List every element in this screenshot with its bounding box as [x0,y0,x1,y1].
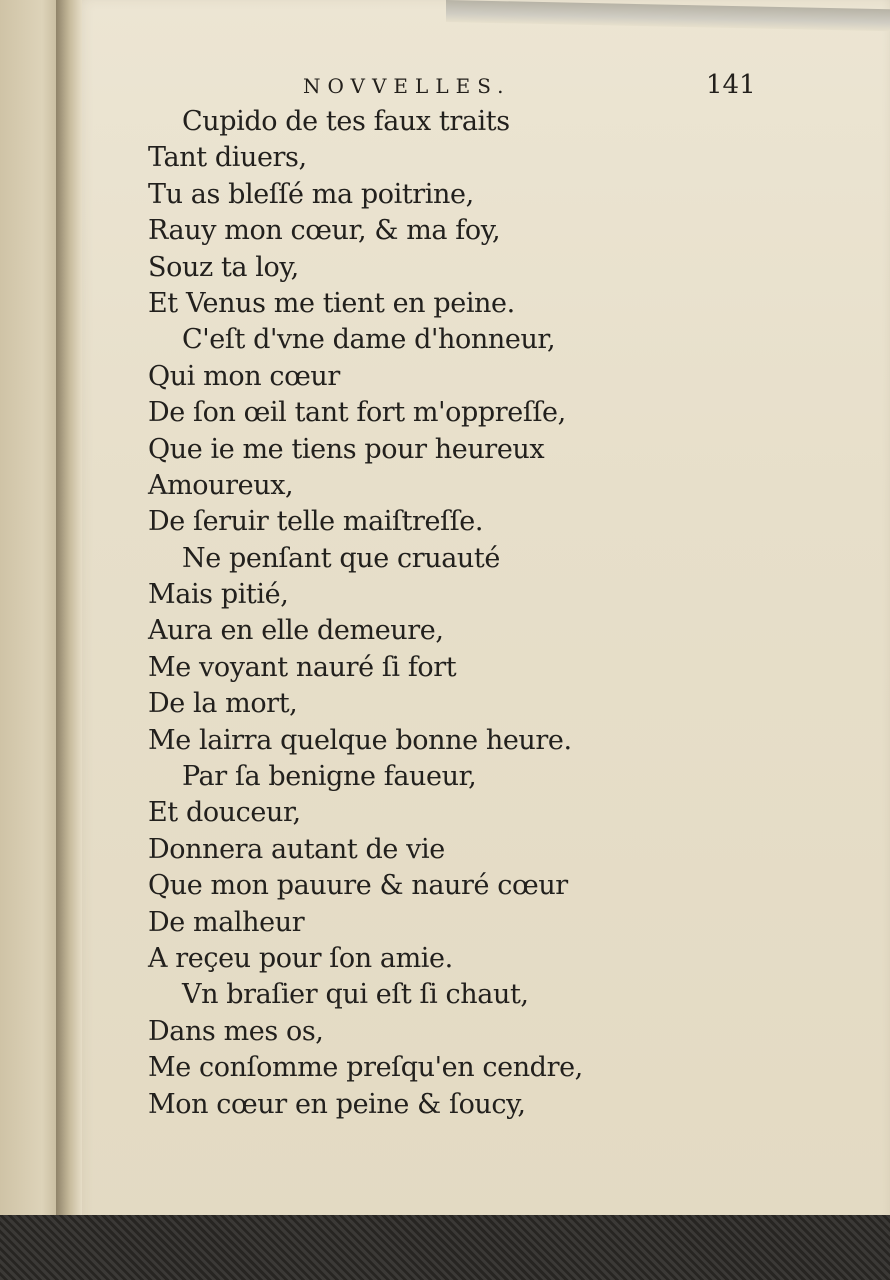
poem-line: Me voyant nauré ſi fort [148,651,457,683]
poem-line: A reçeu pour ſon amie. [148,942,453,974]
poem-line: Mon cœur en peine & ſoucy, [148,1088,526,1120]
background-cloth [0,1215,890,1280]
poem-line: Que ie me tiens pour heureux [148,433,545,465]
poem-line: Que mon pauure & nauré cœur [148,870,568,902]
poem-line: De la mort, [148,688,298,720]
poem-line: Tant diuers, [148,142,307,174]
poem-line: Aura en elle demeure, [148,615,444,647]
poem-text [148,104,748,1123]
poem-line: Mais pitié, [148,579,289,611]
poem-line: Rauy mon cœur, & ma foy, [148,215,501,247]
poem-line: Souz ta loy, [148,251,299,283]
poem-line: Cupido de tes faux traits [182,106,510,137]
running-head: NOVVELLES. [303,74,511,98]
poem-line: Et Venus me tient en peine. [148,287,515,319]
poem-line: Dans mes os, [148,1015,324,1047]
poem-line: Par ſa benigne faueur, [182,761,477,793]
poem-line: Vn braſier qui eſt ſi chaut, [182,979,529,1011]
poem-line: De ſon œil tant fort m'oppreſſe, [148,397,566,429]
page-top-edge [446,0,890,33]
poem-line: De malheur [148,906,305,938]
poem-line: Ne penſant que cruauté [182,542,500,574]
poem-line: De ſeruir telle maiſtreſſe. [148,506,484,538]
poem-line: Et douceur, [148,797,301,829]
poem-line: Me lairra quelque bonne heure. [148,724,572,756]
page-number: 141 [706,70,756,100]
poem-line: Amoureux, [148,469,294,501]
poem-line: C'eſt d'vne dame d'honneur, [182,324,556,356]
poem-line: Donnera autant de vie [148,833,445,865]
poem-line: Me conſomme preſqu'en cendre, [148,1052,583,1084]
book-gutter [56,0,82,1230]
poem-line: Qui mon cœur [148,360,340,392]
poem-line: Tu as bleſſé ma poitrine, [148,178,474,210]
